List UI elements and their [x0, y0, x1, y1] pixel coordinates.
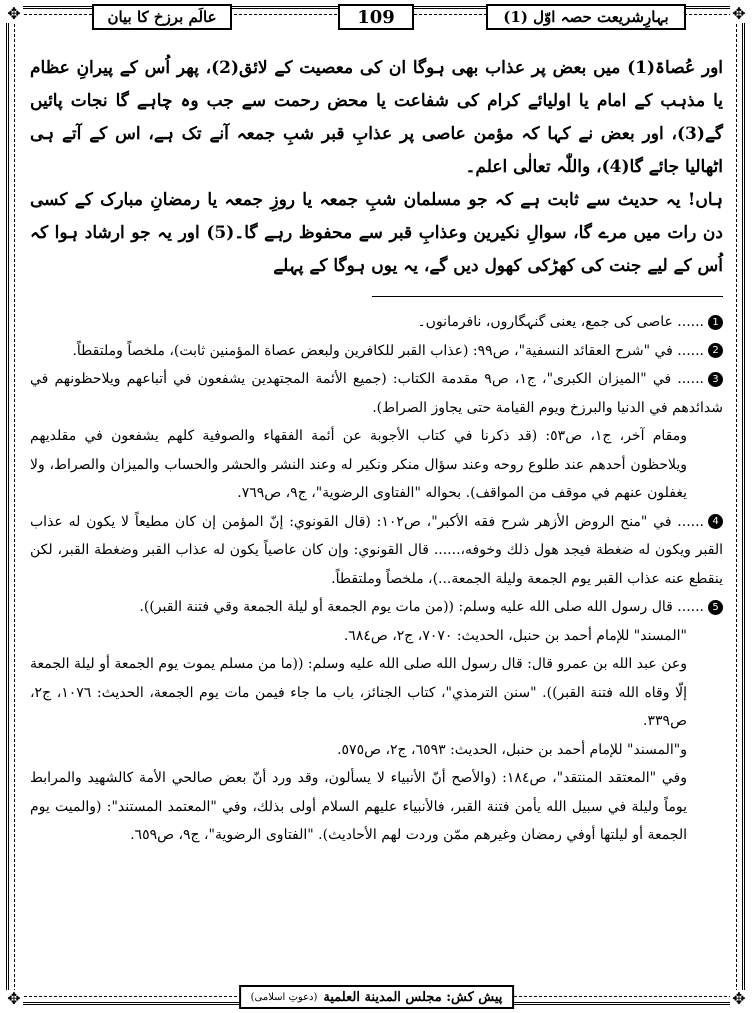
footnote-number: 2: [708, 343, 723, 358]
footnote-number: 1: [708, 315, 723, 330]
footnote-continuation: وفي "المعتقد المنتقد"، ص١٨٤: (والأصح أنّ الأنبياء لا يسألون، وقد ورد أنّ بعض صالحي الأمة كالشهيد والمرابط يوماً وليلة في سبيل الله يأمن فتنة القبر، فالأنبياء عليهم السلام أولى بذلك، وفي "المعتمد المستند": (والميت يوم الجمعة أو ليلتها أوفي رمضان وغيرهم ممّن وردت لهم الأحاديث). "الفتاوى الرضوية"، ج٩، ص٦٥٩.: [30, 770, 687, 843]
footnote-item: 1...... عاصی کی جمع، یعنی گنہگاروں، نافرمانوں۔: [30, 308, 723, 337]
ornament-icon: ✥: [730, 5, 748, 23]
footnote-item: 5...... قال رسول الله صلى الله عليه وسلم: ((من مات يوم الجمعة أو ليلة الجمعة وقي فتنة القبر)).: [30, 593, 723, 622]
main-paragraph: اور عُصاۃ(1) میں بعض پر عذاب بھی ہوگا ان کی معصیت کے لائق(2)، پھر اُس کے پیرانِ عظام یا مذہب کے امام یا اولیائے کرام کی شفاعت یا محض رحمت سے جب وہ چاہے گا نجات پائیں گے(3)، اور بعض نے کہا کہ مؤمن عاصی پر عذابِ قبر شبِ جمعہ آنے تک ہے، اس کے آتے ہی اٹھالیا جائے گا(4)، واللّٰہ تعالٰی اعلم۔: [30, 58, 724, 177]
publisher-affiliation: (دعوتِ اسلامی): [250, 991, 318, 1003]
ornament-icon: ✥: [730, 990, 748, 1008]
page-number: 109: [338, 4, 414, 30]
main-text: [30, 52, 723, 283]
publisher-name: مجلس المدينة العلمية: [323, 989, 442, 1005]
footnote-continuation: وعن عبد الله بن عمرو قال: قال رسول الله صلى الله عليه وسلم: ((ما من مسلم يموت يوم الجمعة أو ليلة الجمعة إلّا وقاه الله فتنة القبر)). "سنن الترمذي"، كتاب الجنائز، باب ما جاء فيمن مات يوم الجمعة، الحديث: ١٠٧٦، ج٢، ص٣٣٩.: [30, 656, 687, 729]
presenter-label: پیش کش:: [446, 989, 503, 1005]
main-paragraph: ہاں! یہ حدیث سے ثابت ہے کہ جو مسلمان شبِ جمعہ یا روزِ جمعہ یا رمضانِ مبارک کے کسی دن رات میں مرے گا، سوالِ نکیرین وعذابِ قبر سے محفوظ رہے گا۔(5) اور یہ جو ارشاد ہوا کہ اُس کے لیے جنت کی کھڑکی کھول دیں گے، یہ یوں ہوگا کے پہلے: [30, 190, 723, 276]
footnote-number: 3: [708, 372, 723, 387]
footnote-continuation: ومقام آخر، ج١، ص٥٣: (قد ذكرنا في كتاب الأجوبة عن أئمة الفقهاء والصوفية كلهم يشفعون في مقلديهم ويلاحظون أحدهم عند طلوع روحه وعند سؤال منكر ونكير له وعند النشر والحشر والحساب والميزان والصراط، ولا يغفلون عنهم في موقف من المواقف). بحواله "الفتاوى الرضوية"، ج٩، ص٧٦٩.: [30, 428, 687, 501]
footnote-number: 5: [708, 600, 723, 615]
footnote-number: 4: [708, 514, 723, 529]
footnote-item: 4...... في "منح الروض الأزهر شرح فقه الأكبر"، ص١٠٢: (قال القونوي: إنّ المؤمن إن كان مطيعاً لا يكون له عذاب القبر ويكون له ضغطة فيجد هول ذلك وخوفه،...... قال القونوي: وإن كان عاصياً يكون له عذاب القبر وضغطة القبر، لكن ينقطع عنه عذاب القبر يوم الجمعة وليلة الجمعة...)، ملخصاً وملتقطاً.: [30, 513, 723, 587]
ornament-icon: ✥: [5, 990, 23, 1008]
footnote-continuation: "المسند" للإمام أحمد بن حنبل، الحديث: ٧٠٧٠، ج٢، ص٦٨٤.: [343, 627, 687, 644]
publisher-footer: [239, 985, 515, 1009]
footnote-continuation: و"المسند" للإمام أحمد بن حنبل، الحديث: ٦٥٩٣، ج٢، ص٥٧٥.: [337, 741, 687, 758]
footnote-item: 3...... في "الميزان الكبرى"، ج١، ص٩ مقدمة الكتاب: (جميع الأئمة المجتهدين يشفعون في أتباعهم ويلاحظونهم في شدائدهم في الدنيا والبرزخ ويوم القيامة حتى يجاوز الصراط).: [30, 371, 723, 416]
footnote-separator: [372, 296, 723, 297]
chapter-title: عالَم برزخ کا بیان: [92, 4, 232, 30]
ornament-icon: ✥: [5, 5, 23, 23]
footnotes: [30, 308, 723, 850]
footnote-item: 2...... في "شرح العقائد النسفية"، ص٩٩: (عذاب القبر للكافرين ولبعض عصاة المؤمنين ثابت)، ملخصاً وملتقطاً.: [30, 337, 723, 366]
book-title: بہارِشریعت حصہ اوّل (1): [486, 4, 686, 30]
